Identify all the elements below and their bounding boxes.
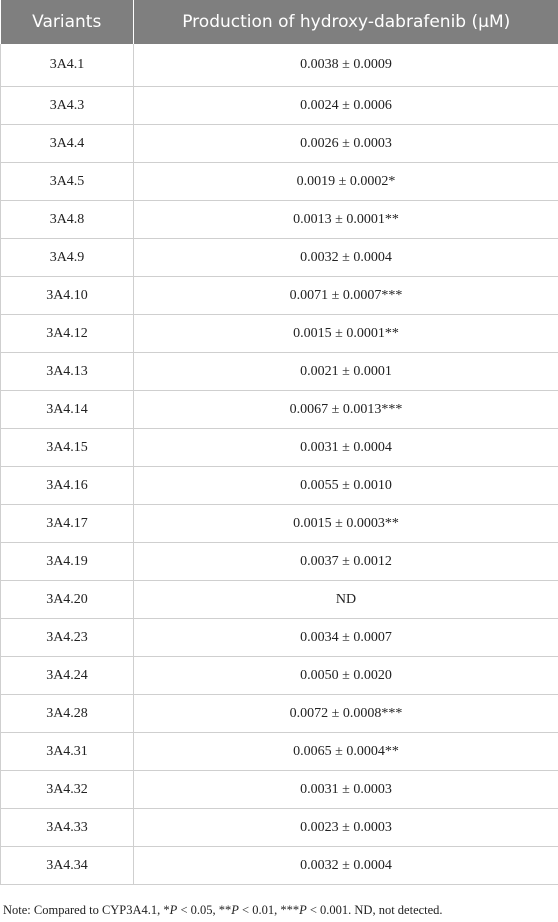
variant-cell: 3A4.33	[1, 809, 134, 847]
variant-cell: 3A4.16	[1, 467, 134, 505]
production-value-cell: 0.0031 ± 0.0004	[134, 429, 558, 467]
table-body	[1, 44, 558, 885]
production-value-cell: 0.0072 ± 0.0008***	[134, 695, 558, 733]
variant-cell: 3A4.28	[1, 695, 134, 733]
variant-cell: 3A4.17	[1, 505, 134, 543]
variant-cell: 3A4.15	[1, 429, 134, 467]
production-value-cell: 0.0021 ± 0.0001	[134, 353, 558, 391]
note-p-italic: P	[299, 903, 307, 917]
table-row	[1, 733, 558, 771]
variant-cell: 3A4.1	[1, 44, 134, 87]
variant-cell: 3A4.24	[1, 657, 134, 695]
variant-cell: 3A4.3	[1, 87, 134, 125]
variant-cell: 3A4.9	[1, 239, 134, 277]
production-value-cell: 0.0015 ± 0.0001**	[134, 315, 558, 353]
table-row	[1, 315, 558, 353]
production-value-cell: 0.0032 ± 0.0004	[134, 847, 558, 885]
production-value-cell: 0.0071 ± 0.0007***	[134, 277, 558, 315]
variant-cell: 3A4.4	[1, 125, 134, 163]
note-p-italic: P	[231, 903, 239, 917]
variant-cell: 3A4.34	[1, 847, 134, 885]
table-row	[1, 201, 558, 239]
note-p-italic: P	[169, 903, 178, 917]
variant-cell: 3A4.23	[1, 619, 134, 657]
production-value-cell: 0.0031 ± 0.0003	[134, 771, 558, 809]
production-value-cell: 0.0038 ± 0.0009	[134, 44, 558, 87]
variant-cell: 3A4.5	[1, 163, 134, 201]
table-row	[1, 391, 558, 429]
variant-cell: 3A4.32	[1, 771, 134, 809]
table-row	[1, 581, 558, 619]
production-value-cell: 0.0050 ± 0.0020	[134, 657, 558, 695]
table-row	[1, 505, 558, 543]
table-row	[1, 44, 558, 87]
production-value-cell: 0.0023 ± 0.0003	[134, 809, 558, 847]
variant-cell: 3A4.20	[1, 581, 134, 619]
table-row	[1, 277, 558, 315]
table-row	[1, 543, 558, 581]
variant-cell: 3A4.12	[1, 315, 134, 353]
header-production: Production of hydroxy-dabrafenib (μM)	[134, 0, 558, 44]
header-variants: Variants	[1, 0, 134, 44]
table-row	[1, 87, 558, 125]
table-row	[1, 429, 558, 467]
table-row	[1, 847, 558, 885]
production-value-cell: 0.0019 ± 0.0002*	[134, 163, 558, 201]
production-value-cell: 0.0055 ± 0.0010	[134, 467, 558, 505]
variant-cell: 3A4.31	[1, 733, 134, 771]
production-value-cell: 0.0024 ± 0.0006	[134, 87, 558, 125]
variant-cell: 3A4.8	[1, 201, 134, 239]
note-mid1: < 0.05, **	[177, 903, 232, 917]
note-suffix: < 0.001. ND, not detected.	[306, 903, 443, 917]
table-row	[1, 657, 558, 695]
variant-cell: 3A4.13	[1, 353, 134, 391]
table-row	[1, 771, 558, 809]
table-row	[1, 809, 558, 847]
production-value-cell: 0.0015 ± 0.0003**	[134, 505, 558, 543]
table-row	[1, 163, 558, 201]
note-mid2: < 0.01, ***	[238, 903, 300, 917]
production-value-cell: 0.0065 ± 0.0004**	[134, 733, 558, 771]
table-row	[1, 239, 558, 277]
table-row	[1, 467, 558, 505]
note-prefix: Note: Compared to CYP3A4.1, *	[3, 903, 170, 917]
table-row	[1, 695, 558, 733]
table-row	[1, 619, 558, 657]
variant-cell: 3A4.10	[1, 277, 134, 315]
table-row	[1, 353, 558, 391]
table-footnote	[3, 903, 443, 918]
variant-cell: 3A4.19	[1, 543, 134, 581]
production-value-cell: 0.0032 ± 0.0004	[134, 239, 558, 277]
production-value-cell: 0.0067 ± 0.0013***	[134, 391, 558, 429]
production-value-cell: ND	[134, 581, 558, 619]
production-value-cell: 0.0026 ± 0.0003	[134, 125, 558, 163]
table-header-row	[1, 0, 558, 44]
table-row	[1, 125, 558, 163]
production-value-cell: 0.0037 ± 0.0012	[134, 543, 558, 581]
production-value-cell: 0.0034 ± 0.0007	[134, 619, 558, 657]
production-value-cell: 0.0013 ± 0.0001**	[134, 201, 558, 239]
variant-cell: 3A4.14	[1, 391, 134, 429]
